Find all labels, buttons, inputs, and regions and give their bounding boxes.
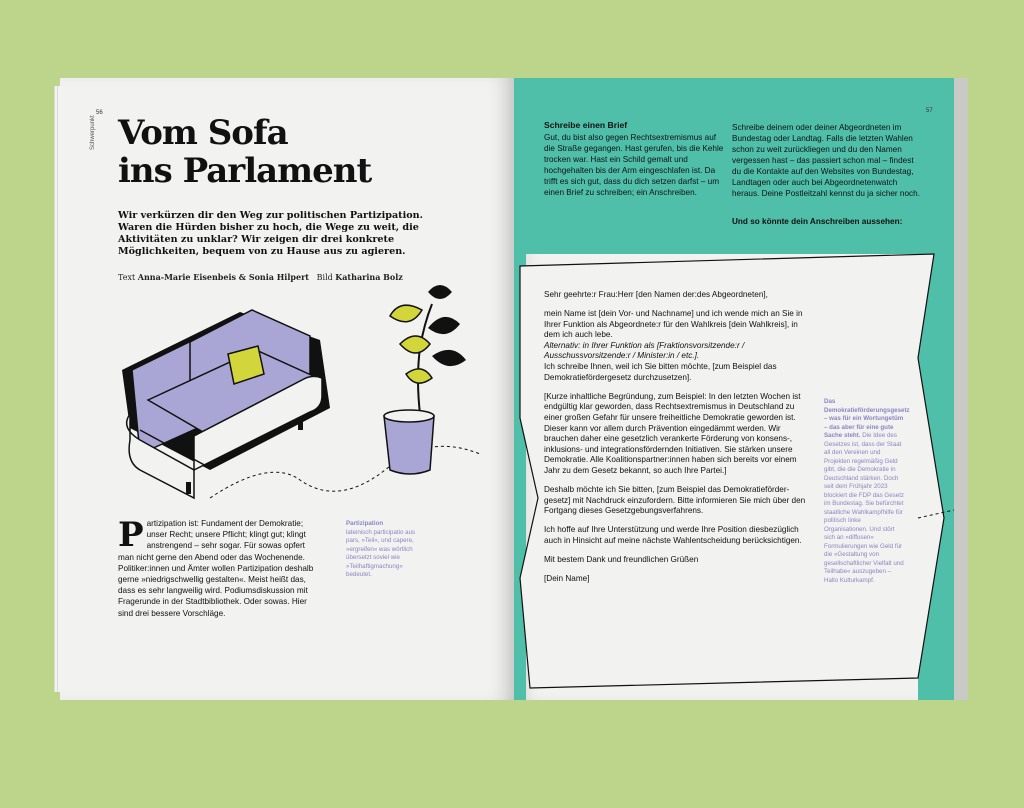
page-number-right: 57: [926, 108, 933, 114]
title-line-1: Vom Sofa: [118, 113, 288, 153]
sidenote-left: [346, 520, 428, 580]
letter-closing: Mit bestem Dank und freundlichen Grüßen: [544, 554, 699, 564]
sidenote-right-text: Die Idee des Gesetzes ist, dass der Staat all den Vereinen und Projekten regelmäßig Geld gibt, die die Demokratie in Deutschland stärken. Doch seit dem Frühjahr 2023 blockiert die FDP das Gesetz im Bundestag. Sie befürchtet staatliche Wahlkampfhilfe für politisch linke Organisationen. Und stört sich an »diffusen« Formulierungen wie Geld für die »Gestaltung von gesellschaftlicher Vielfalt und Teilhabe« auszugeben – Hallo Kulturkampf.: [824, 432, 905, 584]
credit-text-label: Text: [118, 273, 136, 282]
instructions-paragraph: Schreibe deinem oder deiner Abgeordneten im Bundestag oder Landtag. Falls die letzten Wahlen schon zu weit zurückliegen und du den Namen vergessen hast – das passiert schon mal – findest du die Kontakte auf den Websites von Bundestag, Landtagen oder auch bei Abgeordnetenwatch heraus. Deine Postleitzahl kennst du ja sicher noch.: [732, 123, 920, 198]
intro-paragraph: Gut, du bist also gegen Rechtsextremismus auf die Straße gegangen. Hast gerufen, bis die Kehle trocken war. Hast ein Schild gemalt und hochgehalten bis der Arm eingeschlafen ist. Da trifft es sich gut, dass du dich setzen darfst – um einen Brief zu schreiben; ein Anschreiben.: [544, 133, 724, 197]
letter-paragraph-2: [Kurze inhaltliche Begründung, zum Beispiel: In den letzten Wochen ist endgültig klar geworden, dass Rechtsextremismus in Deutschland zu einer großen Gefahr für unsere freiheitliche Demokratie geworden ist. Dieser kann vor allem durch Prävention eingedämmt werden. Wir brauchen daher eine gesetzlich verankerte Förderung von konsens-, inklusions- und integrationsfördernden Initiativen. Sie stärken unsere Demokratie. Alle Koalitionspartner:innen haben sich bereits vor einem Jahr zu dem Gesetz bekannt, so auch Ihre Partei.]: [544, 391, 801, 475]
plant-icon: [384, 285, 466, 474]
letter-paragraph-4: Ich hoffe auf Ihre Unterstützung und werde Ihre Position diesbezüglich auch in Hinsicht auf meine nächste Wahlentscheidung berücksichtigen.: [544, 525, 802, 545]
dashed-path: [210, 446, 480, 498]
body-text: [118, 515, 318, 619]
drop-cap: P: [118, 515, 144, 555]
letter-paragraph-1: [544, 309, 814, 383]
credit-illustrator: Katharina Bolz: [335, 272, 403, 282]
letter-signature: [Dein Name]: [544, 574, 590, 584]
letter-paragraph-3: Deshalb möchte ich Sie bitten, [zum Beispiel das Demokratieförder-gesetz] mit Nachdruck einzufordern. Bitte informieren Sie mich über den Fortgang dieses Gesetzgebungsverfahrens.: [544, 485, 806, 516]
letter-p1-end: Ich schreibe Ihnen, weil ich Sie bitten möchte, [zum Beispiel das Demokratiefördergesetz durchzusetzen].: [544, 362, 777, 382]
title-line-2: ins Parlament: [118, 151, 372, 191]
section-label: Schwerpunkt: [90, 115, 96, 150]
letter-salutation: Sehr geehrte:r Frau:Herr [den Namen der:des Abgeordneten],: [544, 290, 768, 299]
letter-p1-alternative: Alternativ: in Ihrer Funktion als [Fraktionsvorsitzende:r / Ausschussvorsitzende:r / Minister:in / etc.].: [544, 340, 745, 361]
letter-template: [544, 290, 814, 593]
sofa-icon: [122, 310, 330, 498]
page-number-left: 56: [96, 110, 103, 116]
left-page: [60, 78, 514, 700]
section-heading: Schreibe einen Brief: [544, 120, 628, 130]
sidenote-title: Partizipation: [346, 520, 384, 527]
lead-paragraph: Wir verkürzen dir den Weg zur politischen Partizipation. Waren die Hürden bisher zu hoch, die Wege zu weit, die Aktivitäten zu unklar? Wir zeigen dir drei konkrete Möglichkeiten, bequem von zu Hause aus zu agieren.: [118, 210, 423, 257]
right-page: [514, 78, 968, 700]
credit-image-label: Bild: [316, 273, 333, 282]
sidenote-text: lateinisch participatio aus pars, »Teil«, und capere, »ergreifen« was wörtlich übersetzt soviel wie »Teilhaftigmachung« bedeutet.: [346, 528, 416, 578]
sidenote-right: [824, 398, 910, 585]
credit-authors: Anna-Marie Eisenbeis & Sonia Hilpert: [137, 272, 309, 282]
letter-intro: Und so könnte dein Anschreiben aussehen:: [732, 217, 903, 226]
sidenote-right-title: Das Demokratieförderungsgesetz – was für ein Wortungetüm – das aber für eine gute Sache steht.: [824, 398, 910, 439]
body-paragraph: artizipation ist: Fundament der Demokratie; unser Recht; unsere Pflicht; klingt gut; klingt anstrengend – sehr sogar. Für sowas opfert man nicht gerne den Abend oder das Wochenende. Politiker:innen und Ämter wollen Partizipation deshalb gerne »niedrigschwellig gestalten«. Meist heißt das, dass es sehr langweilig wird. Podiumsdiskussion mit Fragerunde in der Stadtbibliothek. Oder sowas. Hier sind drei bessere Vorschläge.: [118, 519, 314, 618]
magazine-spread: [60, 78, 968, 700]
letter-p1-text: mein Name ist [dein Vor- und Nachname] und ich wende mich an Sie in Ihrer Funktion als Abgeordnete:r für den Wahlkreis [dein Wahlkreis], in dem ich auch lebe.: [544, 309, 803, 340]
